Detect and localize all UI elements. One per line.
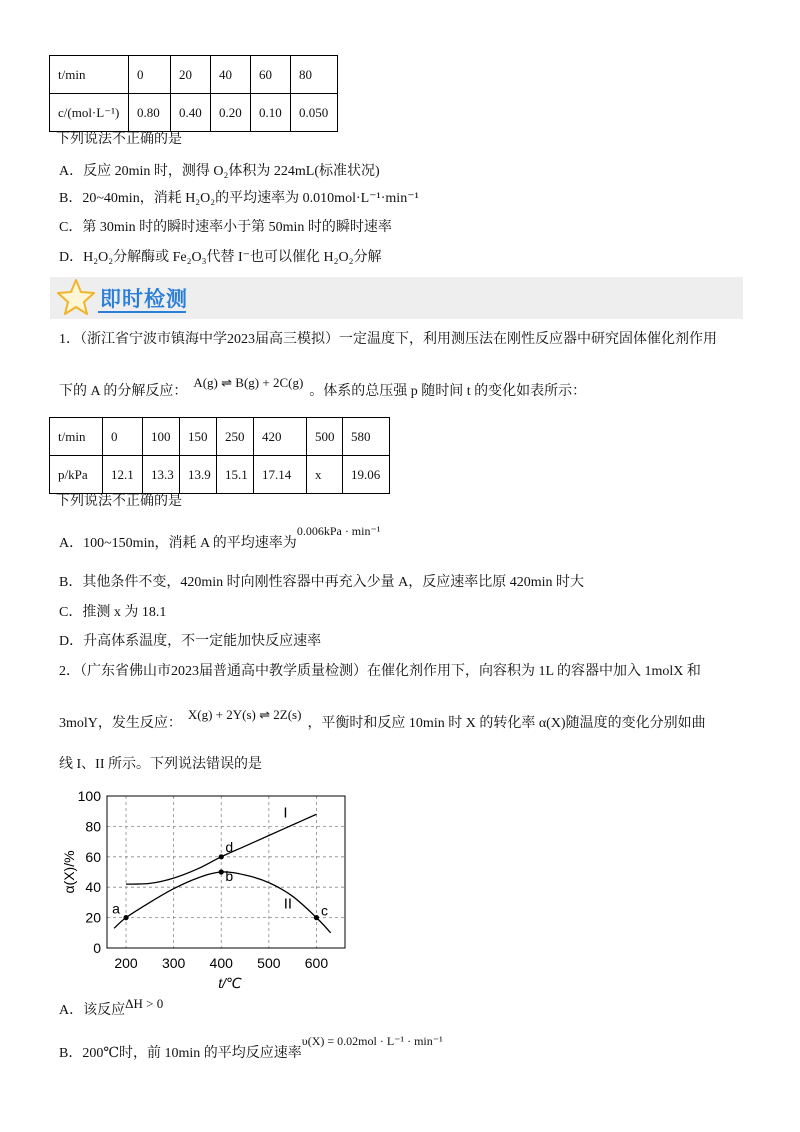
table-cell: 0.10 xyxy=(251,94,291,132)
table-cell: 0 xyxy=(129,56,171,94)
q1-line2-post: 。体系的总压强 p 随时间 t 的变化如表所示： xyxy=(309,384,587,399)
table-cell: 420 xyxy=(254,418,307,456)
pressure-table xyxy=(49,417,390,494)
y-tick-label: 40 xyxy=(85,879,101,896)
data-point-b xyxy=(219,869,224,874)
q2-line1: 2．（广东省佛山市2023届普通高中教学质量检测）在催化剂作用下，向容积为 1L 的容器中加入 1molX 和 xyxy=(59,664,701,679)
y-tick-label: 20 xyxy=(85,909,101,926)
series-line-ii xyxy=(114,872,331,933)
y-tick-label: 0 xyxy=(93,940,101,956)
q2-equation: X(g) + 2Y(s) ⇌ 2Z(s) xyxy=(187,707,302,722)
x-axis-label: t/℃ xyxy=(218,975,242,991)
table-cell: 80 xyxy=(291,56,338,94)
table-cell: 12.1 xyxy=(103,456,143,494)
point-label: b xyxy=(225,868,234,884)
table-cell: 15.1 xyxy=(217,456,254,494)
question-stem: 下列说法不正确的是 xyxy=(56,132,182,147)
x-tick-label: 400 xyxy=(209,955,233,971)
q1-line1: 1．（浙江省宁波市镇海中学2023届高三模拟）一定温度下，利用测压法在刚性反应器中研究固体催化剂作用 xyxy=(59,332,717,347)
q1-equation: A(g) ⇌ B(g) + 2C(g) xyxy=(193,375,304,390)
table-row xyxy=(50,56,338,94)
curve-label: II xyxy=(283,895,293,913)
table-cell: t/min xyxy=(50,418,103,456)
data-point-a xyxy=(123,915,128,920)
option-b: B．20~40min，消耗 H₂O₂的平均速率为 0.010mol·L⁻¹·min⁻¹ xyxy=(59,191,419,206)
data-point-c xyxy=(314,915,319,920)
q1-option-a-math: 0.006kPa · min⁻¹ xyxy=(296,524,381,538)
q2-option-a-math: ΔH > 0 xyxy=(125,996,164,1011)
q2-option-b-text: B．200℃时，前 10min 的平均反应速率 xyxy=(59,1046,302,1061)
x-tick-label: 300 xyxy=(161,955,186,971)
point-label: d xyxy=(225,838,234,855)
table-cell: 0.80 xyxy=(129,94,171,132)
q2-option-b xyxy=(59,1034,443,1064)
star-icon xyxy=(56,277,96,317)
table-cell: c/(mol·L⁻¹) xyxy=(50,94,129,132)
option-a: A．反应 20min 时，测得 O₂体积为 224mL(标准状况) xyxy=(59,164,380,179)
q1-stem: 下列说法不正确的是 xyxy=(56,494,182,509)
table-cell: 0.050 xyxy=(291,94,338,132)
table-cell: 0.40 xyxy=(171,94,211,132)
y-tick-label: 100 xyxy=(77,788,101,804)
q2-line2-pre: 3molY，发生反应： xyxy=(59,716,182,731)
x-tick-label: 500 xyxy=(257,955,281,971)
chart-points xyxy=(112,839,328,920)
table-cell: 250 xyxy=(217,418,254,456)
q1-option-a-text: A．100~150min，消耗 A 的平均速率为 xyxy=(59,536,297,551)
q1-option-d: D．升高体系温度，不一定能加快反应速率 xyxy=(59,634,322,649)
section-banner xyxy=(50,277,743,319)
table-cell: 13.9 xyxy=(180,456,217,494)
table-cell: 0.20 xyxy=(211,94,251,132)
point-label: c xyxy=(320,902,328,919)
option-d: D．H₂O₂分解酶或 Fe₂O₃代替 I⁻也可以催化 H₂O₂分解 xyxy=(59,250,382,265)
table-cell: 13.3 xyxy=(143,456,180,494)
q1-option-c: C．推测 x 为 18.1 xyxy=(59,605,167,620)
x-tick-label: 200 xyxy=(114,955,138,971)
table-cell: 40 xyxy=(211,56,251,94)
table-cell: 150 xyxy=(180,418,217,456)
table-cell: 17.14 xyxy=(254,456,307,494)
q1-line2 xyxy=(59,375,587,402)
concentration-table xyxy=(49,55,338,132)
table-cell: x xyxy=(307,456,343,494)
table-cell: 60 xyxy=(251,56,291,94)
y-tick-label: 80 xyxy=(85,818,101,835)
section-title: 即时检测 xyxy=(100,287,188,311)
point-label: a xyxy=(112,900,120,917)
table-row xyxy=(50,94,338,132)
y-axis-label: α(X)/% xyxy=(61,850,77,894)
table-cell: 100 xyxy=(143,418,180,456)
table-cell: 0 xyxy=(103,418,143,456)
chart-series xyxy=(114,804,331,933)
option-c: C．第 30min 时的瞬时速率小于第 50min 时的瞬时速率 xyxy=(59,220,392,235)
q2-option-b-math: υ(X) = 0.02mol · L⁻¹ · min⁻¹ xyxy=(301,1034,443,1048)
q2-option-a xyxy=(59,996,164,1021)
title-underline xyxy=(98,311,186,313)
y-tick-label: 60 xyxy=(85,848,101,865)
q2-line2-post: ，平衡时和反应 10min 时 X 的转化率 α(X)随温度的变化分别如曲 xyxy=(307,716,706,731)
table-cell: p/kPa xyxy=(50,456,103,494)
x-tick-label: 600 xyxy=(304,955,329,971)
q2-line3: 线 I、II 所示。下列说法错误的是 xyxy=(59,757,262,772)
table-cell: 580 xyxy=(343,418,390,456)
q2-line2 xyxy=(59,707,706,734)
q1-option-b: B．其他条件不变，420min 时向刚性容器中再充入少量 A，反应速率比原 420min 时大 xyxy=(59,575,585,590)
chart-ticks xyxy=(78,788,329,971)
table-cell: t/min xyxy=(50,56,129,94)
q2-option-a-text: A．该反应 xyxy=(59,1003,126,1018)
table-cell: 500 xyxy=(307,418,343,456)
table-row xyxy=(50,456,390,494)
table-cell: 19.06 xyxy=(343,456,390,494)
data-point-d xyxy=(219,854,224,859)
curve-label: I xyxy=(283,804,288,822)
q1-line2-pre: 下的 A 的分解反应： xyxy=(59,384,188,399)
table-cell: 20 xyxy=(171,56,211,94)
table-row xyxy=(50,418,390,456)
conversion-chart xyxy=(60,782,360,992)
q1-option-a xyxy=(59,524,381,554)
